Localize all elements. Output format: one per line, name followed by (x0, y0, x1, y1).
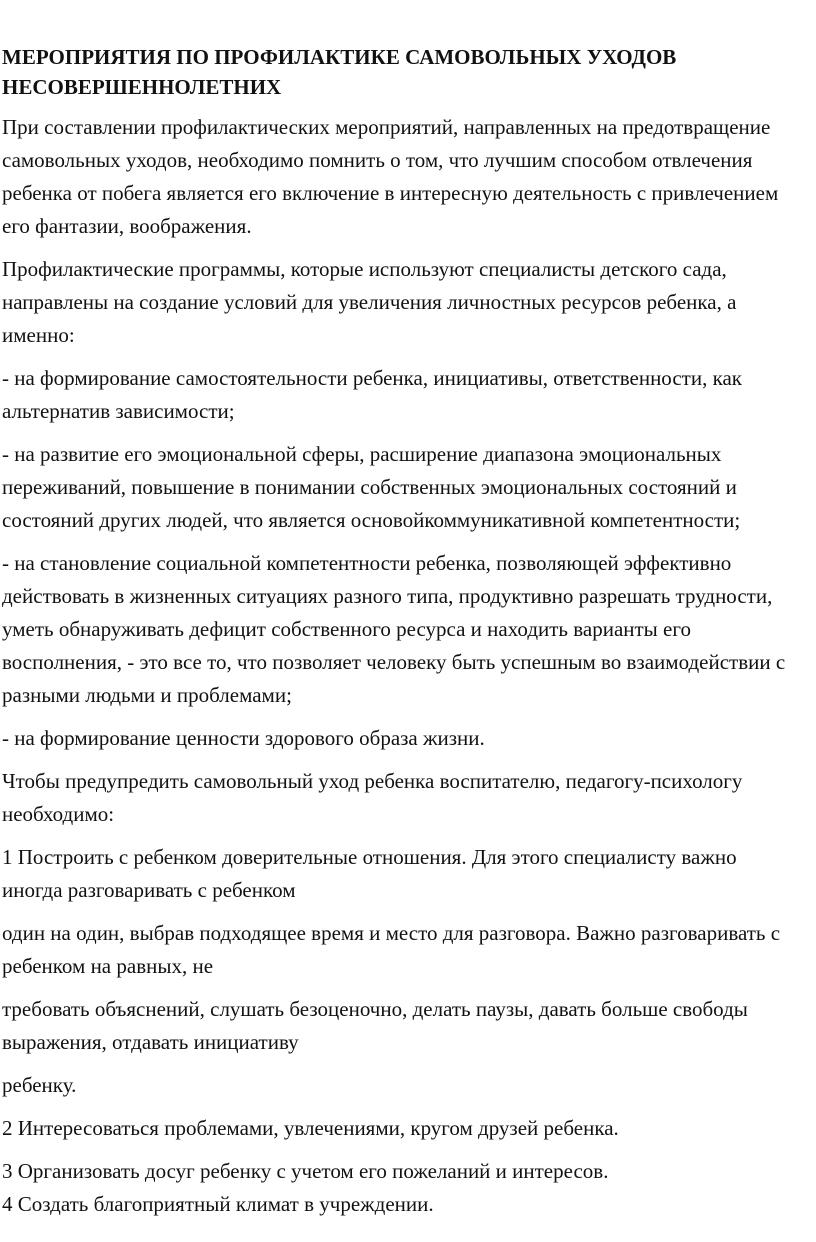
step-1-continued-b: требовать объяснений, слушать безоценочно, делать паузы, давать больше свободы выражения, отдавать инициативу (2, 997, 748, 1054)
step-1-continued-a: один на один, выбрав подходящее время и место для разговора. Важно разговаривать с ребенком на равных, не (2, 921, 781, 978)
paragraph-intro: При составлении профилактических мероприятий, направленных на предотвращение самовольных уходов, необходимо помнить о том, что лучшим способом отвлечения ребенка от побега является его включение в интересную деятельность с привлечением его фантазии, воображения. (2, 115, 779, 238)
step-4: 4 Создать благоприятный климат в учреждении. (2, 1192, 434, 1216)
paragraph-prevention: Чтобы предупредить самовольный уход ребенка воспитателю, педагогу-психологу необходимо: (2, 769, 743, 826)
step-2: 2 Интересоваться проблемами, увлечениями, кругом друзей ребенка. (2, 1116, 619, 1140)
step-1-continued-c: ребенку. (2, 1073, 77, 1097)
step-3: 3 Организовать досуг ребенку с учетом его пожеланий и интересов. (2, 1159, 609, 1183)
list-item-emotional: - на развитие его эмоциональной сферы, расширение диапазона эмоциональных переживаний, повышение в понимании собственных эмоциональных состояний и состояний других людей, что является основойкоммуникативной компетентности; (2, 442, 741, 532)
list-item-health: - на формирование ценности здорового образа жизни. (2, 726, 485, 750)
step-1: 1 Построить с ребенком доверительные отношения. Для этого специалисту важно иногда разговаривать с ребенком (2, 845, 737, 902)
list-item-social: - на становление социальной компетентности ребенка, позволяющей эффективно действовать в жизненных ситуациях разного типа, продуктивно разрешать трудности, уметь обнаруживать дефицит собственного ресурса и находить варианты его восполнения, - это все то, что позволяет человеку быть успешным во взаимодействии с разными людьми и проблемами; (2, 551, 786, 707)
document-title: МЕРОПРИЯТИЯ ПО ПРОФИЛАКТИКЕ САМОВОЛЬНЫХ УХОДОВ НЕСОВЕРШЕННОЛЕТНИХ (2, 45, 677, 99)
list-item-independence: - на формирование самостоятельности ребенка, инициативы, ответственности, как альтернатив зависимости; (2, 366, 742, 423)
paragraph-programs: Профилактические программы, которые используют специалисты детского сада, направлены на создание условий для увеличения личностных ресурсов ребенка, а именно: (2, 257, 737, 347)
